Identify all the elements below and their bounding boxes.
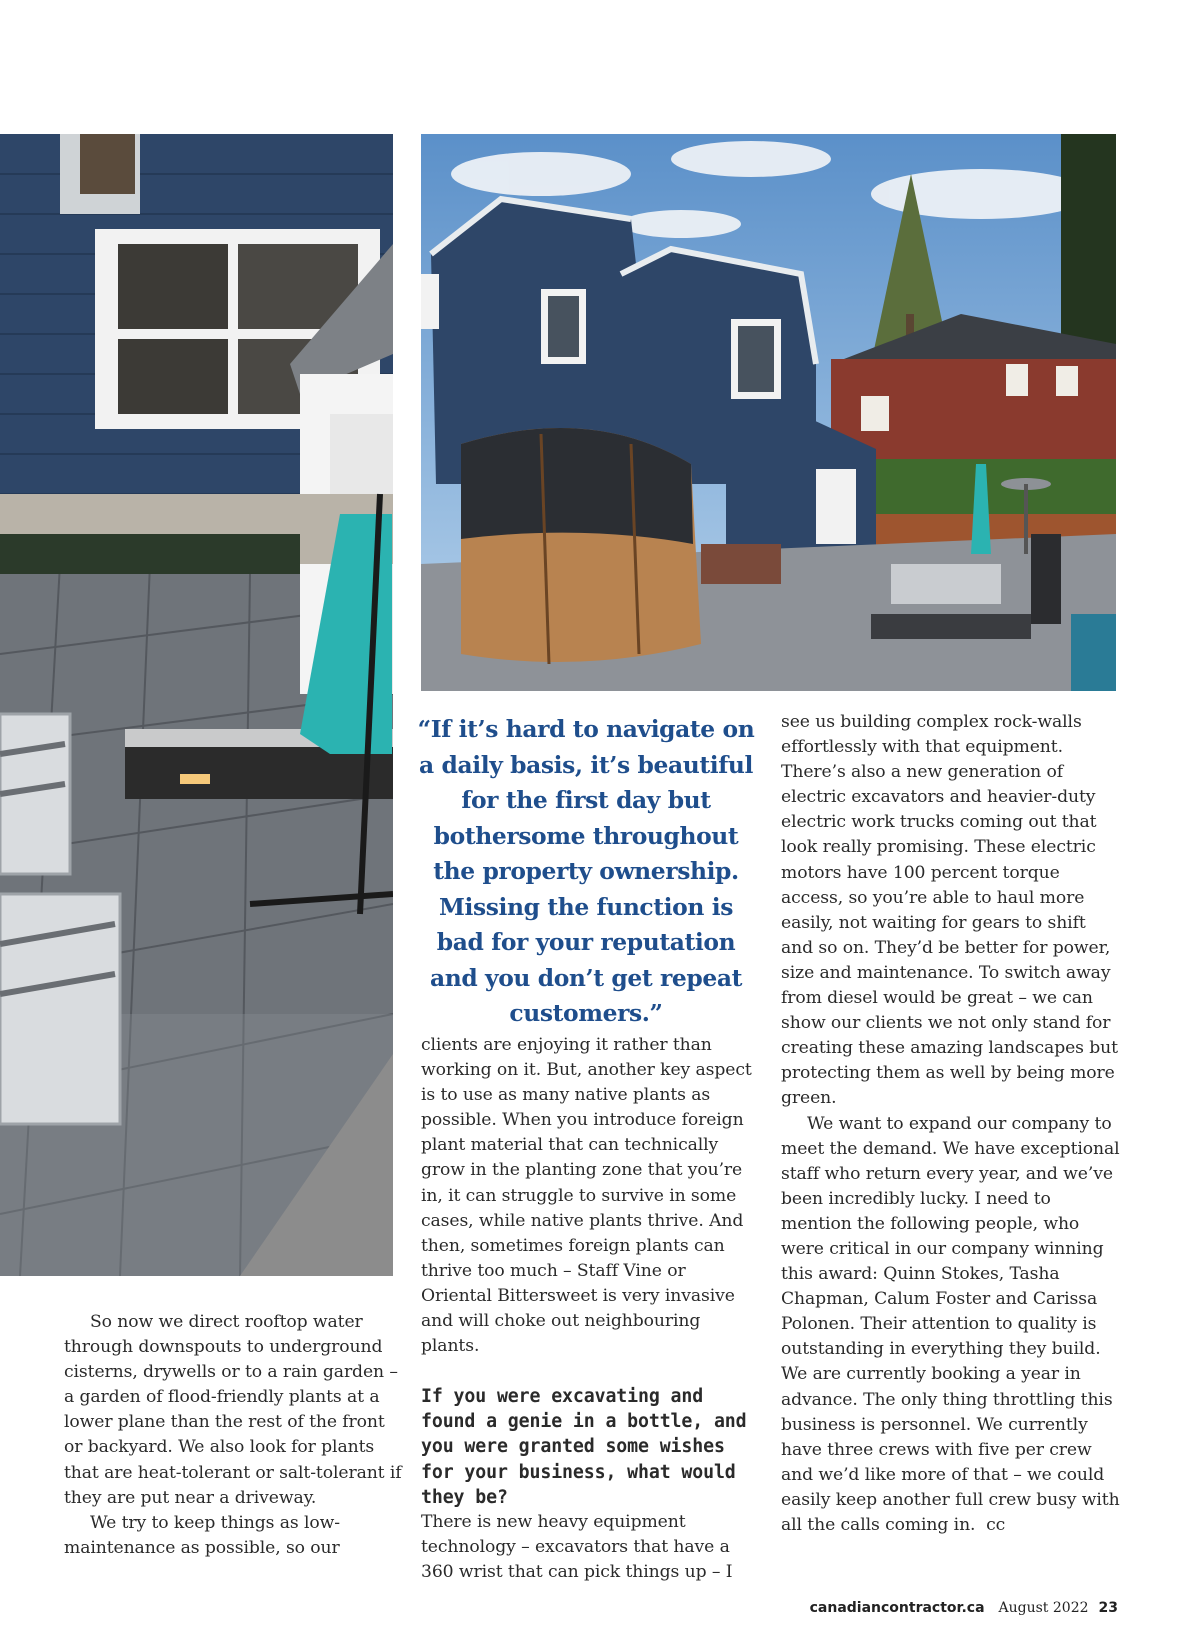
- body-paragraph: [781, 1112, 1121, 1539]
- article-column-1: [64, 1310, 404, 1561]
- footer-issue-date: August 2022: [998, 1600, 1089, 1616]
- body-paragraph-text: We want to expand our company to meet the demand. We have exceptional staff who return every year, and we’ve been incredibly lucky. I need to mention the following people, who were critical in our company winning this award: Quinn Stokes, Tasha Chapman, Calum Foster and Carissa Polonen. Their attention to quality is outstanding in everything they build. We are currently booking a year in advance. The only thing throttling this business is personnel. We currently have three crews with five per crew and we’d like more of that – we could easily keep another full crew busy with all the calls coming in.: [781, 1113, 1120, 1535]
- page-footer: [810, 1600, 1118, 1616]
- page-number: 23: [1098, 1600, 1118, 1616]
- body-paragraph: So now we direct rooftop water through downspouts to underground cisterns, drywells or to a rain garden – a garden of flood-friendly plants at a lower plane than the rest of the front or backyard. We also look for plants that are heat-tolerant or salt-tolerant if they are put near a driveway.: [64, 1312, 402, 1508]
- body-paragraph: There is new heavy equipment technology – excavators that have a 360 wrist that can pick things up – I: [421, 1511, 733, 1582]
- backyard-sauna-photo: [421, 134, 1116, 691]
- pull-quote: “If it’s hard to navigate on a daily basis, it’s beautiful for the first day but bothersome throughout the property ownership. Missing the function is bad for your reputation and you don’t get repeat customers.”: [417, 715, 755, 1027]
- body-paragraph: see us building complex rock-walls effortlessly with that equipment. There’s also a new generation of electric excavators and heavier-duty electric work trucks coming out that look really promising. These electric motors have 100 percent torque access, so you’re able to haul more easily, not waiting for gears to shift and so on. They’d be better for power, size and maintenance. To switch away from diesel would be great – we can show our clients we not only stand for creating these amazing landscapes but protecting them as well by being more green.: [781, 712, 1118, 1109]
- end-mark: cc: [986, 1515, 1006, 1535]
- footer-website: canadiancontractor.ca: [809, 1600, 985, 1616]
- interview-question: If you were excavating and found a genie in a bottle, and you were granted some wishes for your business, what would they be?: [421, 1386, 747, 1508]
- body-paragraph: We try to keep things as low-maintenance as possible, so our: [64, 1512, 340, 1558]
- article-column-2: [421, 1033, 761, 1585]
- article-column-3: [781, 710, 1121, 1538]
- body-paragraph: clients are enjoying it rather than working on it. But, another key aspect is to use as many native plants as possible. When you introduce foreign plant material that can technically grow in the planting zone that you’re in, it can struggle to survive in some cases, while native plants thrive. And then, sometimes foreign plants can thrive too much – Staff Vine or Oriental Bittersweet is very invasive and will choke out neighbouring plants.: [421, 1035, 752, 1357]
- patio-close-up-photo: [0, 134, 393, 1276]
